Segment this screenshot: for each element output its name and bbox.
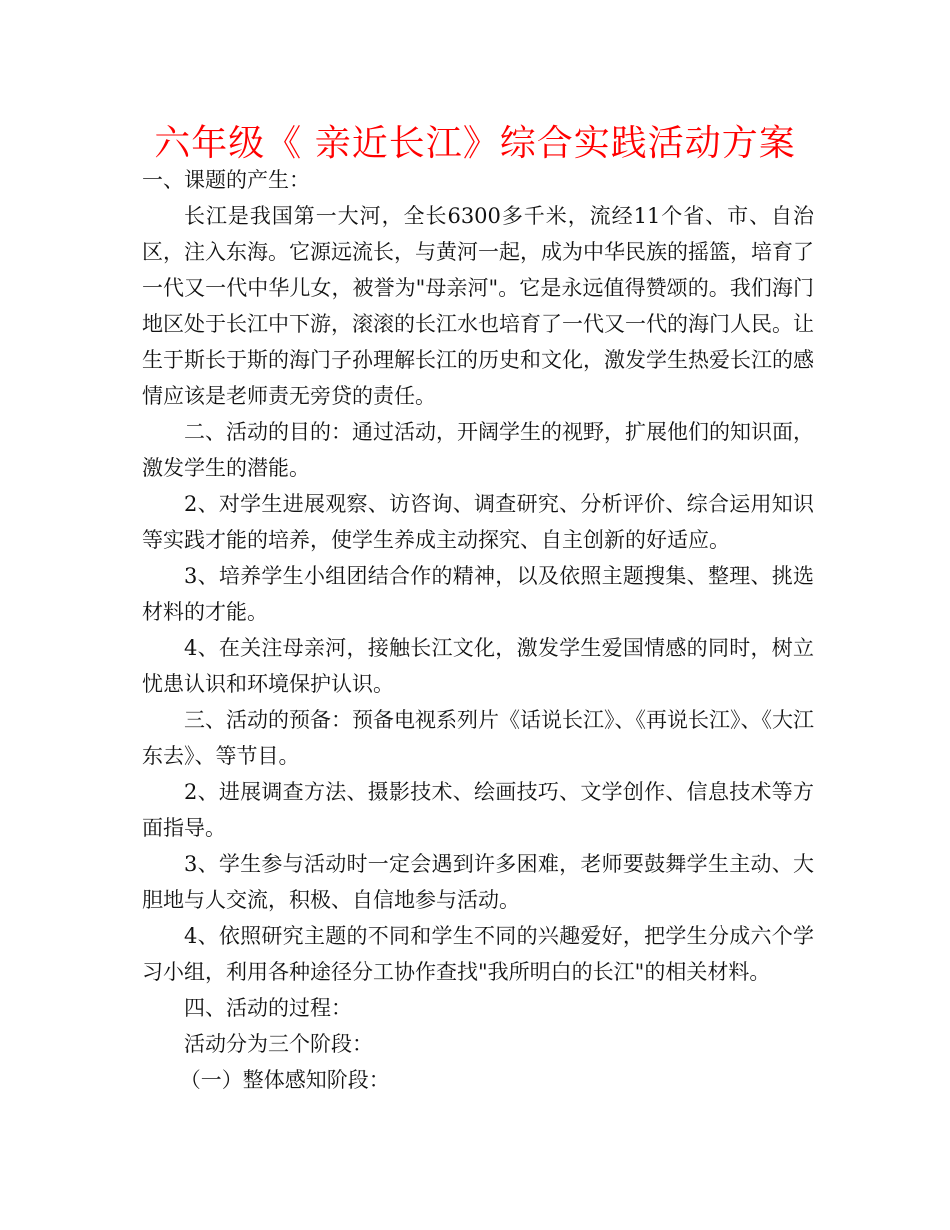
document-title: 六年级《 亲近长江》综合实践活动方案 [154, 123, 796, 164]
paragraph-purpose-2: 2、对学生进展观察、访咨询、调查研究、分析评价、综合运用知识等实践才能的培养，使学生养成主动探究、自主创新的好适应。 [142, 492, 814, 552]
section-heading-origin: 一、课题的产生： [142, 168, 310, 192]
document-body [142, 162, 814, 1098]
section-heading-process: 四、活动的过程： [184, 996, 352, 1020]
section-heading-purpose: 二、活动的目的：通过活动，开阔学生的视野，扩展他们的知识面，激发学生的潜能。 [142, 420, 814, 480]
paragraph-yangtze-intro: 长江是我国第一大河，全长6300多千米，流经11个省、市、自治区，注入东海。它源远流长，与黄河一起，成为中华民族的摇篮，培育了一代又一代中华儿女，被誉为"母亲河"。它是永远值得赞颂的。我们海门地区处于长江中下游，滚滚的长江水也培育了一代又一代的海门人民。让生于斯长于斯的海门子孙理解长江的历史和文化，激发学生热爱长江的感情应该是老师责无旁贷的责任。 [142, 204, 814, 408]
paragraph-purpose-4: 4、在关注母亲河，接触长江文化，激发学生爱国情感的同时，树立忧患认识和环境保护认识。 [142, 636, 814, 696]
paragraph-purpose-3: 3、培养学生小组团结合作的精神，以及依照主题搜集、整理、挑选材料的才能。 [142, 564, 814, 624]
paragraph-preparation-4: 4、依照研究主题的不同和学生不同的兴趣爱好，把学生分成六个学习小组，利用各种途径分工协作查找"我所明白的长江"的相关材料。 [142, 924, 814, 984]
paragraph-process-stages: 活动分为三个阶段： [184, 1032, 373, 1056]
paragraph-preparation-2: 2、进展调查方法、摄影技术、绘画技巧、文学创作、信息技术等方面指导。 [142, 780, 814, 840]
paragraph-stage-one: （一）整体感知阶段： [179, 1068, 390, 1092]
section-heading-preparation: 三、活动的预备：预备电视系列片《话说长江》、《再说长江》、《大江东去》、等节目。 [142, 708, 814, 768]
paragraph-preparation-3: 3、学生参与活动时一定会遇到许多困难，老师要鼓舞学生主动、大胆地与人交流，积极、自信地参与活动。 [142, 852, 814, 912]
